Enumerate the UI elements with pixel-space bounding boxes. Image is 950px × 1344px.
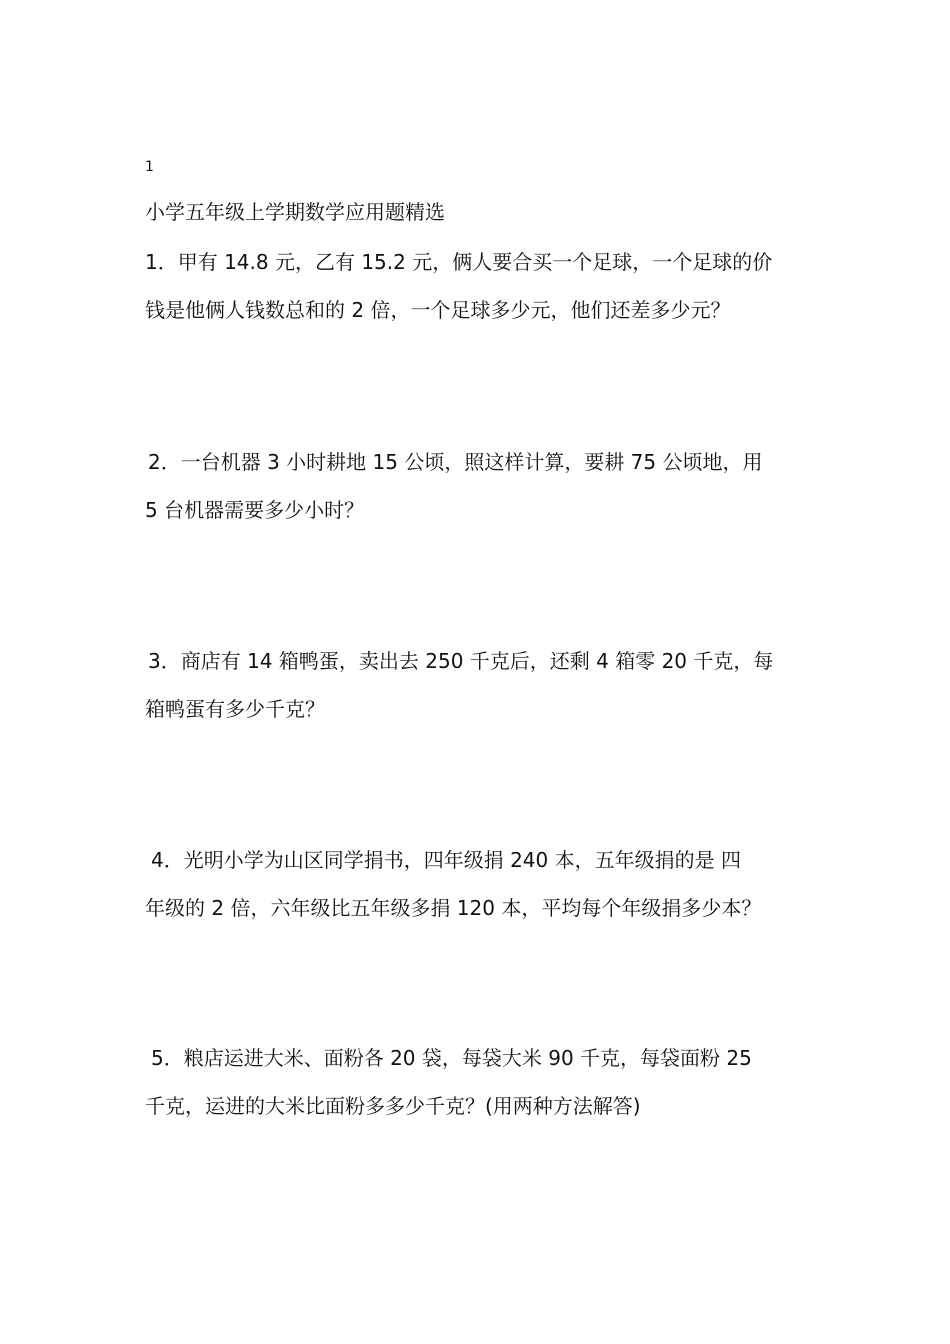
problem-1-line-1: 1．甲有 14.8 元，乙有 15.2 元，俩人要合买一个足球，一个足球的价	[145, 250, 773, 274]
page-number: 1	[145, 159, 154, 175]
problem-4-line-2: 年级的 2 倍，六年级比五年级多捐 120 本，平均每个年级捐多少本？	[145, 896, 762, 920]
problem-2-line-1: 2．一台机器 3 小时耕地 15 公顷，照这样计算，要耕 75 公顷地，用	[148, 450, 763, 474]
document-title: 小学五年级上学期数学应用题精选	[145, 200, 445, 224]
problem-5-line-2: 千克，运进的大米比面粉多多少千克？(用两种方法解答)	[145, 1094, 641, 1118]
problem-3-line-1: 3．商店有 14 箱鸭蛋，卖出去 250 千克后，还剩 4 箱零 20 千克，每	[148, 649, 774, 673]
problem-4-line-1: 4．光明小学为山区同学捐书，四年级捐 240 本，五年级捐的是 四	[151, 848, 741, 872]
problem-3	[145, 637, 818, 733]
problem-5	[145, 1034, 821, 1130]
problem-2	[145, 438, 818, 534]
problem-1-line-2: 钱是他俩人钱数总和的 2 倍，一个足球多少元，他们还差多少元？	[145, 298, 731, 322]
problem-5-line-1: 5．粮店运进大米、面粉各 20 袋，每袋大米 90 千克，每袋面粉 25	[151, 1046, 752, 1070]
problem-1	[145, 238, 815, 334]
problem-3-line-2: 箱鸭蛋有多少千克？	[145, 697, 325, 721]
problem-4	[145, 836, 821, 932]
problem-2-line-2: 5 台机器需要多少小时？	[145, 498, 365, 522]
